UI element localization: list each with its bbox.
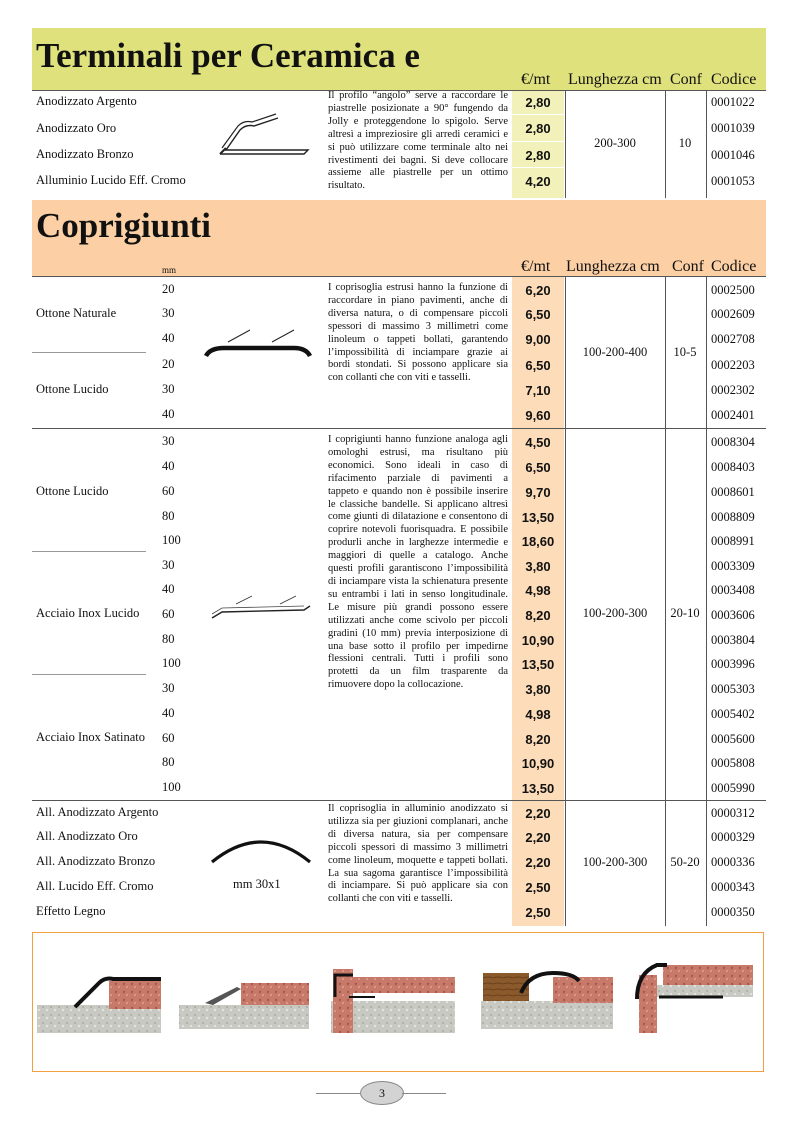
s1-row-name: Anodizzato Argento bbox=[36, 94, 137, 108]
s1-code: 0001022 bbox=[711, 95, 755, 109]
page-number: 3 bbox=[360, 1081, 404, 1105]
code: 0005808 bbox=[711, 756, 755, 770]
price: 4,98 bbox=[525, 583, 551, 598]
curved-profile-drawing bbox=[208, 826, 314, 866]
size: 30 bbox=[162, 382, 175, 396]
size: 30 bbox=[162, 434, 175, 448]
s1-col-rule bbox=[706, 90, 707, 198]
size: 60 bbox=[162, 607, 175, 621]
s1-code: 0001053 bbox=[711, 174, 755, 188]
group-divider bbox=[32, 674, 146, 675]
code: 0000350 bbox=[711, 905, 755, 919]
code: 0000329 bbox=[711, 830, 755, 844]
group-divider bbox=[32, 551, 146, 552]
s1-row-name: Anodizzato Bronzo bbox=[36, 147, 134, 161]
size: 80 bbox=[162, 509, 175, 523]
price: 2,20 bbox=[525, 855, 551, 870]
price: 18,60 bbox=[521, 534, 555, 549]
s2-group1-description: I coprisoglia estrusi hanno la funzione di raccordare in piano pavimenti, anche di diversa natura, o di compensare piccoli spessori di massimo 3 millimetri come linoleum o tappeti bollati, garantendo l’impossibilità di inciampare grazie ai bordi stondati. Si possono applicare sia con collanti che con viti e tasselli. bbox=[328, 282, 508, 384]
s2-g3-name: All. Lucido Eff. Cromo bbox=[36, 879, 154, 893]
code: 0008809 bbox=[711, 510, 755, 524]
code: 0008991 bbox=[711, 534, 755, 548]
s2-col-rule bbox=[706, 276, 707, 926]
code: 0005303 bbox=[711, 682, 755, 696]
code: 0000336 bbox=[711, 855, 755, 869]
s1-row-name: Anodizzato Oro bbox=[36, 121, 117, 135]
price: 6,50 bbox=[525, 307, 551, 322]
price-divider bbox=[512, 167, 564, 168]
page-number-rule bbox=[316, 1093, 360, 1094]
code: 0002401 bbox=[711, 408, 755, 422]
price: 2,20 bbox=[525, 830, 551, 845]
price: 2,80 bbox=[525, 148, 551, 163]
size: 20 bbox=[162, 282, 175, 296]
installation-illustrations-box bbox=[32, 932, 764, 1072]
size: 30 bbox=[162, 558, 175, 572]
s2-header-conf: Conf bbox=[672, 258, 704, 275]
price: 3,80 bbox=[525, 682, 551, 697]
size: 30 bbox=[162, 306, 175, 320]
price: 8,20 bbox=[525, 732, 551, 747]
s2-g3-name: Effetto Legno bbox=[36, 904, 106, 918]
size: 80 bbox=[162, 755, 175, 769]
illustration-joint-install bbox=[481, 973, 613, 1029]
s1-length: 200-300 bbox=[594, 136, 636, 150]
code: 0005990 bbox=[711, 781, 755, 795]
s2-group1-length: 100-200-400 bbox=[582, 345, 648, 359]
s2-group2-conf: 20-10 bbox=[670, 606, 700, 620]
price: 8,20 bbox=[525, 608, 551, 623]
code: 0005402 bbox=[711, 707, 755, 721]
size: 40 bbox=[162, 582, 175, 596]
price: 13,50 bbox=[521, 657, 555, 672]
s2-group1-conf: 10-5 bbox=[673, 345, 697, 359]
s2-group3-length: 100-200-300 bbox=[582, 855, 648, 869]
price: 4,20 bbox=[525, 174, 551, 189]
s2-group3-conf: 50-20 bbox=[670, 855, 700, 869]
size: 60 bbox=[162, 484, 175, 498]
price: 6,20 bbox=[525, 283, 551, 298]
size: 100 bbox=[162, 656, 181, 670]
price: 9,00 bbox=[525, 332, 551, 347]
price: 6,50 bbox=[525, 460, 551, 475]
code: 0003996 bbox=[711, 657, 755, 671]
angle-profile-drawing bbox=[216, 112, 312, 158]
group-name: Ottone Naturale bbox=[36, 306, 117, 320]
s2-price-column bbox=[512, 276, 564, 926]
price: 4,50 bbox=[525, 435, 551, 450]
size: 60 bbox=[162, 731, 175, 745]
s2-col-rule bbox=[565, 276, 566, 926]
group-name: Ottone Lucido bbox=[36, 382, 109, 396]
price: 13,50 bbox=[521, 510, 555, 525]
group-name: Acciaio Inox Satinato bbox=[36, 730, 145, 744]
size: 20 bbox=[162, 357, 175, 371]
code: 0003804 bbox=[711, 633, 755, 647]
s1-header-length: Lunghezza cm bbox=[568, 71, 662, 88]
price: 10,90 bbox=[521, 756, 555, 771]
page-number-rule bbox=[402, 1093, 446, 1094]
size: 40 bbox=[162, 331, 175, 345]
s1-col-rule bbox=[665, 90, 666, 198]
size: 40 bbox=[162, 407, 175, 421]
code: 0000312 bbox=[711, 806, 755, 820]
size-label: mm 30x1 bbox=[233, 877, 281, 891]
price: 3,80 bbox=[525, 559, 551, 574]
price: 2,80 bbox=[525, 95, 551, 110]
price: 7,10 bbox=[525, 383, 551, 398]
s2-header-rule bbox=[32, 276, 766, 277]
s1-header-code: Codice bbox=[711, 71, 757, 88]
illustration-threshold-install bbox=[179, 983, 309, 1029]
s2-header-price: €/mt bbox=[521, 258, 551, 275]
price: 2,50 bbox=[525, 880, 551, 895]
group-rule bbox=[32, 800, 766, 801]
price-divider bbox=[512, 141, 564, 142]
price-divider bbox=[512, 114, 564, 115]
code: 0002302 bbox=[711, 383, 755, 397]
s2-g3-name: All. Anodizzato Argento bbox=[36, 805, 159, 819]
s1-row-name: Alluminio Lucido Eff. Cromo bbox=[36, 173, 186, 187]
code: 0002500 bbox=[711, 283, 755, 297]
price: 2,80 bbox=[525, 121, 551, 136]
s2-g3-name: All. Anodizzato Bronzo bbox=[36, 854, 156, 868]
mm-label: mm bbox=[162, 265, 177, 275]
price: 2,50 bbox=[525, 905, 551, 920]
s1-conf: 10 bbox=[678, 136, 692, 150]
price: 6,50 bbox=[525, 358, 551, 373]
illustration-step-install bbox=[331, 969, 455, 1033]
s2-col-rule bbox=[665, 276, 666, 926]
size: 80 bbox=[162, 632, 175, 646]
code: 0002708 bbox=[711, 332, 755, 346]
illustration-angle-install bbox=[37, 979, 161, 1034]
s2-group2-length: 100-200-300 bbox=[582, 606, 648, 620]
code: 0008304 bbox=[711, 435, 755, 449]
s1-code: 0001046 bbox=[711, 148, 755, 162]
size: 40 bbox=[162, 459, 175, 473]
s2-header-length: Lunghezza cm bbox=[566, 258, 660, 275]
size: 40 bbox=[162, 706, 175, 720]
size: 30 bbox=[162, 681, 175, 695]
code: 0008403 bbox=[711, 460, 755, 474]
s2-group3-description: Il coprisoglia in alluminio anodizzato si utilizza sia per giuzioni complanari, anche di diversa natura, sia per compensare piccoli spessori di massimo 3 millimetri come linoleum, moquette e tappeti bollati. La sua sagoma garantisce l’impossibilità di inciampare. Si può applicare sia con collanti che con viti e tasselli. bbox=[328, 803, 508, 905]
s1-code: 0001039 bbox=[711, 121, 755, 135]
code: 0002609 bbox=[711, 307, 755, 321]
flat-cover-profile-drawing bbox=[208, 594, 314, 624]
s2-g3-name: All. Anodizzato Oro bbox=[36, 829, 138, 843]
price: 13,50 bbox=[521, 781, 555, 796]
price: 4,98 bbox=[525, 707, 551, 722]
code: 0002203 bbox=[711, 358, 755, 372]
group-name: Ottone Lucido bbox=[36, 484, 109, 498]
s2-group2-description: I coprigiunti hanno funzione analoga agli omologhi estrusi, ma risultano più economici. Sono ideali in caso di rifacimento parziale di pavimenti a tappeto e quando non è possibile inserire le classiche bandelle. Si applicano altresì come giunti di dilatazione e consentono di coprire notevoli fuorisquadra. E possibile produrli anche in larghezze intermedie e maggiori di quelle a catalogo. Anche questi profili garantiscono l’impossibilità di inciampare vista la schienatura presente su entrambi i lati in senso longitudinale. Le misure più grandi possono essere utilizzati anche come scivolo per piccoli gradini (10 mm) previa interposizione di una base sotto il profilo per impedirne flessioni centrali. Tutti i profili sono protetti da un film trasparente da rimuovere dopo la collocazione. bbox=[328, 434, 508, 691]
s2-header-code: Codice bbox=[711, 258, 757, 275]
price: 2,20 bbox=[525, 806, 551, 821]
code: 0003606 bbox=[711, 608, 755, 622]
s1-header-price: €/mt bbox=[521, 71, 551, 88]
s1-description: Il profilo “angolo” serve a raccordare le piastrelle posizionate a 90° fungendo da Jolly e proteggendone lo spigolo. Serve altresì a impreziosire gli arredi ceramici e si può utilizzare come terminale alto nei rivestimenti dei bagni. Si deve collocare assieme alle piastrelle per un ottimo risultato. bbox=[328, 90, 508, 192]
section-title-text: Terminali per Ceramica e bbox=[36, 36, 420, 75]
code: 0003309 bbox=[711, 559, 755, 573]
size: 100 bbox=[162, 533, 181, 547]
group-name: Acciaio Inox Lucido bbox=[36, 606, 140, 620]
code: 0008601 bbox=[711, 485, 755, 499]
section-title-text: Coprigiunti bbox=[36, 206, 212, 245]
group-rule bbox=[32, 428, 766, 429]
group-divider bbox=[32, 352, 146, 353]
s1-col-rule bbox=[565, 90, 566, 198]
price: 9,70 bbox=[525, 485, 551, 500]
price: 10,90 bbox=[521, 633, 555, 648]
code: 0005600 bbox=[711, 732, 755, 746]
size: 100 bbox=[162, 780, 181, 794]
s1-header-conf: Conf bbox=[670, 71, 702, 88]
price: 9,60 bbox=[525, 408, 551, 423]
threshold-profile-drawing bbox=[202, 328, 314, 362]
code: 0000343 bbox=[711, 880, 755, 894]
code: 0003408 bbox=[711, 583, 755, 597]
installation-illustrations bbox=[33, 933, 763, 1070]
illustration-corner-install bbox=[637, 965, 753, 1033]
